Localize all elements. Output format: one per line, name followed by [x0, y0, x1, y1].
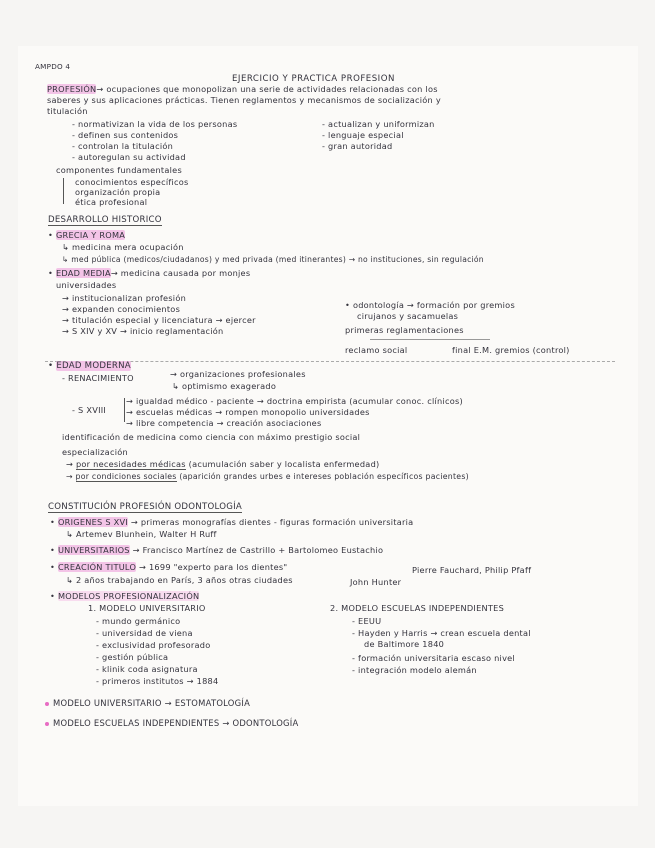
profesion-left-item: - normativizan la vida de los personas	[72, 119, 238, 129]
sxviii-bracket	[124, 398, 125, 422]
creacion-hunter: John Hunter	[350, 577, 402, 587]
page-label: AMPDO 4	[35, 62, 71, 71]
model1-item: - primeros institutos → 1884	[96, 676, 219, 686]
model1-item: - klinik coda asignatura	[96, 664, 198, 674]
final-item1-text: MODELO UNIVERSITARIO → ESTOMATOLOGÍA	[53, 698, 251, 708]
media-item: → titulación especial y licenciatura → ejercer	[62, 315, 256, 325]
components-bracket	[63, 178, 64, 204]
grecia-line2: ↳ med pública (medicos/ciudadanos) y med privada (med itinerantes) → no instituciones, sin regulación	[62, 255, 484, 264]
bullet-icon: •	[50, 545, 58, 555]
desarrollo-heading: DESARROLLO HISTORICO	[48, 215, 162, 225]
media-item: → S XIV y XV → inicio reglamentación	[62, 326, 224, 336]
final-item2-text: MODELO ESCUELAS INDEPENDIENTES → ODONTOLOGÍA	[53, 718, 299, 728]
grecia-line1: ↳ medicina mera ocupación	[62, 242, 184, 252]
sxviii-item: → igualdad médico - paciente → doctrina empirista (acumular conoc. clínicos)	[126, 396, 463, 406]
media-item: → institucionalizan profesión	[62, 293, 187, 303]
pink-bullet-icon	[45, 722, 49, 726]
bullet-icon: •	[50, 517, 58, 527]
odonto-connector	[370, 339, 490, 340]
component-item: ética profesional	[75, 197, 148, 207]
ren-item2: ↳ optimismo exagerado	[172, 381, 277, 391]
modelos-line	[50, 591, 199, 601]
page-title: EJERCICIO Y PRACTICA PROFESION	[232, 74, 395, 84]
espec-item2: → por condiciones sociales (aparición grandes urbes e intereses población específicos pacientes)	[66, 472, 469, 481]
profesion-def-line2: saberes y sus aplicaciones prácticas. Tienen reglamentos y mecanismos de socialización y	[47, 95, 441, 105]
origenes-names: ↳ Artemev Blunhein, Walter H Ruff	[66, 529, 217, 539]
odonto-line3: primeras reglamentaciones	[345, 325, 464, 335]
profesion-def-line3: titulación	[47, 106, 88, 116]
creacion-title: CREACIÓN TITULO	[57, 562, 137, 572]
identificacion-line: identificación de medicina como ciencia con máximo prestigio social	[62, 432, 361, 442]
espec-item1-key: por necesidades médicas	[75, 459, 186, 469]
final-em: final E.M. gremios (control)	[452, 345, 570, 355]
model2-item: de Baltimore 1840	[364, 639, 445, 649]
model1-item: - mundo germánico	[96, 616, 181, 626]
universidades-label: universidades	[56, 280, 117, 290]
reclamo-social: reclamo social	[345, 345, 408, 355]
model1-title: 1. MODELO UNIVERSITARIO	[88, 603, 206, 613]
media-desc: → medicina causada por monjes	[110, 268, 251, 278]
moderna-title-line	[48, 361, 131, 371]
bullet-icon: •	[48, 268, 56, 278]
bullet-icon: •	[50, 562, 58, 572]
espec-item1: → por necesidades médicas (acumulación saber y localista enfermedad)	[66, 459, 380, 469]
model1-item: - gestión pública	[96, 652, 169, 662]
espec-item2-desc: (aparición grandes urbes e intereses población específicos pacientes)	[176, 472, 469, 481]
moderna-title: EDAD MODERNA	[56, 361, 131, 371]
model2-title: 2. MODELO ESCUELAS INDEPENDIENTES	[330, 603, 505, 613]
especializacion-label: especialización	[62, 447, 128, 457]
model2-item: - EEUU	[352, 616, 382, 626]
media-title: EDAD MEDIA	[55, 268, 111, 278]
model2-item: - formación universitaria escaso nivel	[352, 653, 515, 663]
creacion-desc: → 1699 "experto para los dientes"	[136, 562, 288, 572]
profesion-left-item: - definen sus contenidos	[72, 130, 179, 140]
bullet-icon: •	[48, 361, 57, 371]
odonto-text1: odontología → formación por gremios	[352, 300, 515, 310]
components-title: componentes fundamentales	[56, 165, 182, 175]
creacion-detail: ↳ 2 años trabajando en París, 3 años otras ciudades	[66, 575, 293, 585]
creacion-line	[50, 562, 287, 572]
bullet-icon: •	[345, 300, 353, 310]
origenes-desc: → primeras monografías dientes - figuras formación universitaria	[128, 517, 414, 527]
model1-item: - exclusividad profesorado	[96, 640, 211, 650]
media-title-line	[48, 268, 250, 278]
espec-item1-desc: (acumulación saber y localista enfermedad)	[185, 459, 380, 469]
sxviii-label: - S XVIII	[72, 405, 107, 415]
bullet-icon: •	[50, 591, 58, 601]
profesion-right-item: - gran autoridad	[322, 141, 393, 151]
origenes-title: ORIGENES S XVI	[57, 517, 129, 527]
constitucion-heading: CONSTITUCIÓN PROFESIÓN ODONTOLOGÍA	[48, 502, 243, 512]
universitarios-desc: → Francisco Martínez de Castrillo + Bartolomeo Eustachio	[129, 545, 384, 555]
renacimiento-label: - RENACIMIENTO	[62, 373, 134, 383]
profesion-right-item: - actualizan y uniformizan	[322, 119, 435, 129]
pink-bullet-icon	[45, 702, 49, 706]
media-item: → expanden conocimientos	[62, 304, 181, 314]
creacion-names: Pierre Fauchard, Philip Pfaff	[412, 565, 532, 575]
profesion-left-item: - controlan la titulación	[72, 141, 174, 151]
profesion-def1: → ocupaciones que monopolizan una serie de actividades relacionadas con los	[96, 84, 438, 94]
universitarios-line	[50, 545, 383, 555]
sxviii-item: → escuelas médicas → rompen monopolio universidades	[126, 407, 370, 417]
universitarios-title: UNIVERSITARIOS	[57, 545, 130, 555]
component-item: organización propia	[75, 187, 161, 197]
model2-item: - Hayden y Harris → crean escuela dental	[352, 628, 531, 638]
grecia-title-line	[48, 230, 125, 240]
sxviii-item: → libre competencia → creación asociaciones	[126, 418, 322, 428]
modelos-title: MODELOS PROFESIONALIZACIÓN	[57, 591, 200, 601]
profesion-right-item: - lenguaje especial	[322, 130, 404, 140]
model2-item: - integración modelo alemán	[352, 665, 477, 675]
model1-item: - universidad de viena	[96, 628, 193, 638]
ren-item1: → organizaciones profesionales	[170, 369, 306, 379]
grecia-title: GRECIA Y ROMA	[55, 230, 126, 240]
profesion-term: PROFESIÓN	[47, 84, 97, 94]
espec-item2-key: por condiciones sociales	[75, 472, 177, 481]
component-item: conocimientos específicos	[75, 177, 189, 187]
odonto-line2: cirujanos y sacamuelas	[357, 311, 459, 321]
profesion-def-line1	[47, 84, 438, 94]
final-item1	[45, 698, 250, 708]
odonto-line1	[345, 300, 515, 310]
final-item2	[45, 718, 299, 728]
origenes-line	[50, 517, 413, 527]
bullet-icon: •	[48, 230, 56, 240]
profesion-left-item: - autoregulan su actividad	[72, 152, 186, 162]
